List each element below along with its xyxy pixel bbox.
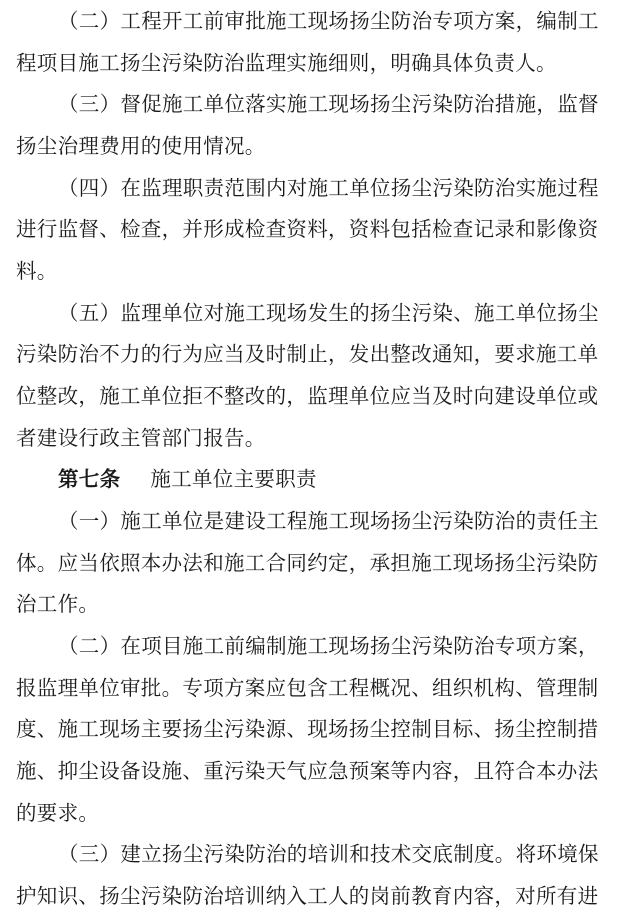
para-4-line-3: 料。 [16,259,58,283]
item-3-line-1: （三）建立扬尘污染防治的培训和技术交底制度。将环境保 [58,842,599,866]
article-title: 施工单位主要职责 [150,467,317,491]
item-2-line-4: 施、抑尘设备设施、重污染天气应急预案等内容，且符合本办法 [16,759,599,783]
item-2-line-3: 度、施工现场主要扬尘污染源、现场扬尘控制目标、扬尘控制措 [16,717,599,741]
item-2-line-5: 的要求。 [16,801,100,825]
item-2-line-2: 报监理单位审批。专项方案应包含工程概况、组织机构、管理制 [16,676,599,700]
para-3-line-1: （三）督促施工单位落实施工现场扬尘污染防治措施，监督 [58,92,599,116]
para-5-line-1: （五）监理单位对施工现场发生的扬尘污染、施工单位扬尘 [58,301,599,325]
article-number: 第七条 [58,467,121,491]
item-1-line-1: （一）施工单位是建设工程施工现场扬尘污染防治的责任主 [58,509,599,533]
item-2-line-1: （二）在项目施工前编制施工现场扬尘污染防治专项方案， [58,634,599,658]
para-5-line-2: 污染防治不力的行为应当及时制止，发出整改通知，要求施工单 [16,342,599,366]
para-2-line-1: （二）工程开工前审批施工现场扬尘防治专项方案，编制工 [58,9,599,33]
item-1-line-2: 体。应当依照本办法和施工合同约定，承担施工现场扬尘污染防 [16,551,599,575]
item-1-line-3: 治工作。 [16,592,100,616]
item-3-line-2: 护知识、扬尘污染防治培训纳入工人的岗前教育内容，对所有进 [16,884,599,908]
para-5-line-4: 者建设行政主管部门报告。 [16,426,266,450]
para-4-line-1: （四）在监理职责范围内对施工单位扬尘污染防治实施过程 [58,176,599,200]
article-heading [58,466,630,492]
para-3-line-2: 扬尘治理费用的使用情况。 [16,134,266,158]
para-5-line-3: 位整改，施工单位拒不整改的，监理单位应当及时向建设单位或 [16,384,599,408]
para-4-line-2: 进行监督、检查，并形成检查资料，资料包括检查记录和影像资 [16,217,599,241]
para-2-line-2: 程项目施工扬尘污染防治监理实施细则，明确具体负责人。 [16,51,557,75]
